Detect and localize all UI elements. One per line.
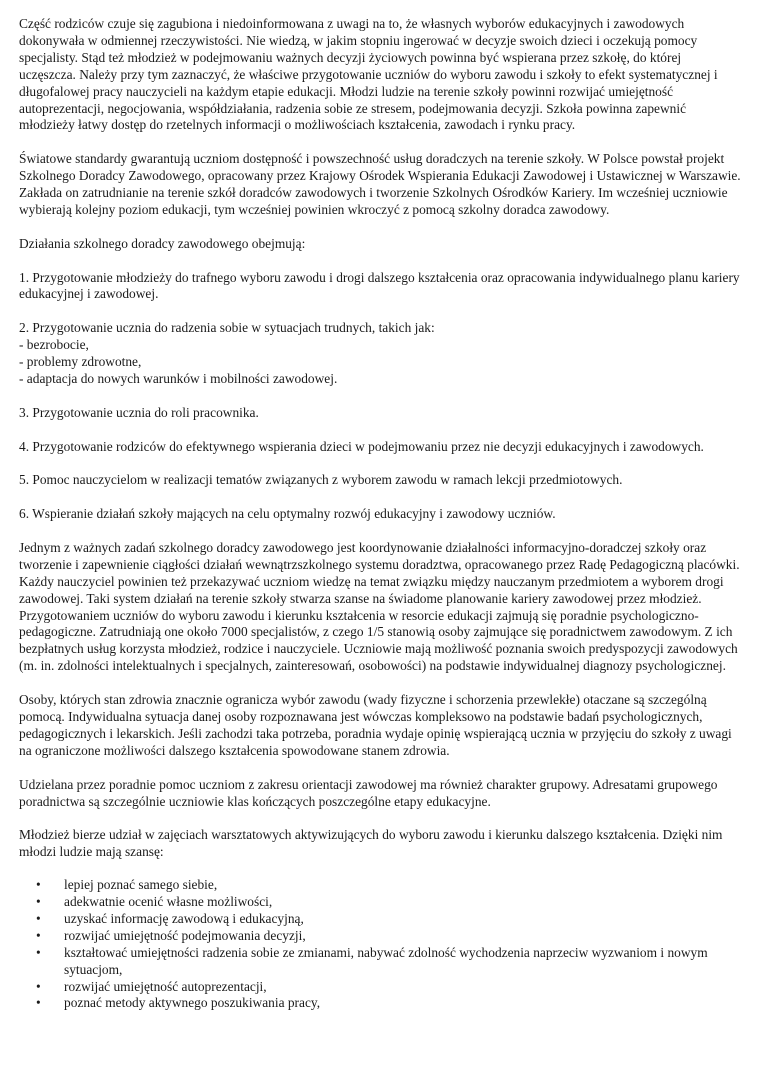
paragraph-duty-2: 2. Przygotowanie ucznia do radzenia sobie w sytuacjach trudnych, takich jak: - bezrobocie, - problemy zdrowotne, - adaptacja do nowych warunków i mobilności zawodowej.	[19, 320, 435, 386]
paragraph-duty-5: 5. Pomoc nauczycielom w realizacji tematów związanych z wyborem zawodu w ramach lekcji przedmiotowych.	[19, 472, 623, 488]
list-item: • poznać metody aktywnego poszukiwania pracy,	[64, 995, 741, 1012]
list-item: • uzyskać informację zawodową i edukacyjną,	[64, 911, 741, 928]
paragraph-duty-1: 1. Przygotowanie młodzieży do trafnego wyboru zawodu i drogi dalszego kształcenia oraz opracowania indywidualnego planu kariery edukacyjnej i zawodowej.	[19, 269, 740, 302]
paragraph-duty-6: 6. Wspieranie działań szkoły mających na celu optymalny rozwój edukacyjny i zawodowy uczniów.	[19, 506, 556, 522]
paragraph-parents-uncertainty: Część rodziców czuje się zagubiona i niedoinformowana z uwagi na to, że własnych wyborów edukacyjnych i zawodowych dokonywała w odmiennej rzeczywistości. Nie wiedzą, w jakim stopniu ingerować w decyzje swoich dzieci i oczekują pomocy specjalisty. Stąd też młodzież w podejmowaniu ważnych decyzji życiowych powinna być wspierana przez szkołę, do której uczęszcza. Należy przy tym zaznaczyć, że właściwe przygotowanie uczniów do wyboru zawodu i szkoły to efekt systematycznej i długofalowej pracy nauczycieli na każdym etapie edukacji. Młodzi ludzie na terenie szkoły powinni rozwijać umiejętność autoprezentacji, negocjowania, współdziałania, radzenia sobie ze stresem, podejmowania decyzji. Szkoła powinna zapewnić młodzieży łatwy dostęp do rzetelnych informacji o możliwościach kształcenia, zawodach i rynku pracy.	[19, 16, 718, 133]
list-item: • rozwijać umiejętność autoprezentacji,	[64, 979, 741, 996]
paragraph-coordination: Jednym z ważnych zadań szkolnego doradcy zawodowego jest koordynowanie działalności informacyjno-doradczej szkoły oraz tworzenie i zapewnienie ciągłości działań wewnątrzszkolnego systemu doradztwa, opracowanego przez Radę Pedagogiczną placówki. Każdy nauczyciel powinien też przekazywać uczniom wiedzę na temat związku między nauczanym przedmiotem a wyborem drogi zawodowej. Taki system działań na terenie szkoły stwarza szanse na świadome planowanie kariery zawodowej przez młodzież. Przygotowaniem uczniów do wyboru zawodu i kierunku kształcenia w resorcie edukacji zajmują się poradnie psychologiczno-pedagogiczne. Zatrudniają one około 7000 specjalistów, z czego 1/5 stanowią osoby zajmujące się poradnictwem zawodowym. Z ich bezpłatnych usług korzysta młodzież, rodzice i nauczyciele. Uczniowie mają możliwość poznania swoich predyspozycji zawodowych (m. in. zdolności intelektualnych i specjalnych, zainteresowań, osobowości) na podstawie indywidualnej diagnozy psychologicznej.	[19, 539, 740, 674]
list-item: • kształtować umiejętności radzenia sobie ze zmianami, nabywać zdolność wychodzenia naprzeciw wyzwaniom i nowym sytuacjom,	[64, 945, 741, 979]
document-page	[19, 16, 741, 1012]
opportunities-list	[19, 877, 741, 1012]
paragraph-health-limitations: Osoby, których stan zdrowia znacznie ogranicza wybór zawodu (wady fizyczne i schorzenia przewlekłe) otaczane są szczególną pomocą. Indywidualna sytuacja danej osoby rozpoznawana jest wówczas kompleksowo na podstawie badań psychologicznych, pedagogicznych i lekarskich. Jeśli zachodzi taka potrzeba, poradnia wydaje opinię wspierającą ucznia w przyjęciu do szkoły z uwagi na ograniczone możliwości dalszego kształcenia spowodowane stanem zdrowia.	[19, 692, 732, 758]
list-item: • adekwatnie ocenić własne możliwości,	[64, 894, 741, 911]
paragraph-group-counseling: Udzielana przez poradnie pomoc uczniom z zakresu orientacji zawodowej ma również charakter grupowy. Adresatami grupowego poradnictwa są szczególnie uczniowie klas kończących poszczególne etapy edukacyjne.	[19, 776, 718, 809]
paragraph-duties-heading: Działania szkolnego doradcy zawodowego obejmują:	[19, 235, 306, 251]
paragraph-duty-3: 3. Przygotowanie ucznia do roli pracownika.	[19, 404, 259, 420]
paragraph-duty-4: 4. Przygotowanie rodziców do efektywnego wspierania dzieci w podejmowaniu przez nie decyzji edukacyjnych i zawodowych.	[19, 438, 704, 454]
list-item: • lepiej poznać samego siebie,	[64, 877, 741, 894]
list-item: • rozwijać umiejętność podejmowania decyzji,	[64, 928, 741, 945]
paragraph-workshops: Młodzież bierze udział w zajęciach warsztatowych aktywizujących do wyboru zawodu i kierunku dalszego kształcenia. Dzięki nim młodzi ludzie mają szansę:	[19, 827, 723, 860]
paragraph-world-standards: Światowe standardy gwarantują uczniom dostępność i powszechność usług doradczych na terenie szkoły. W Polsce powstał projekt Szkolnego Doradcy Zawodowego, opracowany przez Krajowy Ośrodek Wspierania Edukacji Zawodowej i Ustawicznej w Warszawie. Zakłada on zatrudnianie na terenie szkół doradców zawodowych i tworzenie Szkolnych Ośrodków Kariery. Im wcześniej uczniowie wybierają kolejny poziom edukacji, tym wcześniej powinien wkroczyć z pomocą szkolny doradca zawodowy.	[19, 151, 741, 217]
